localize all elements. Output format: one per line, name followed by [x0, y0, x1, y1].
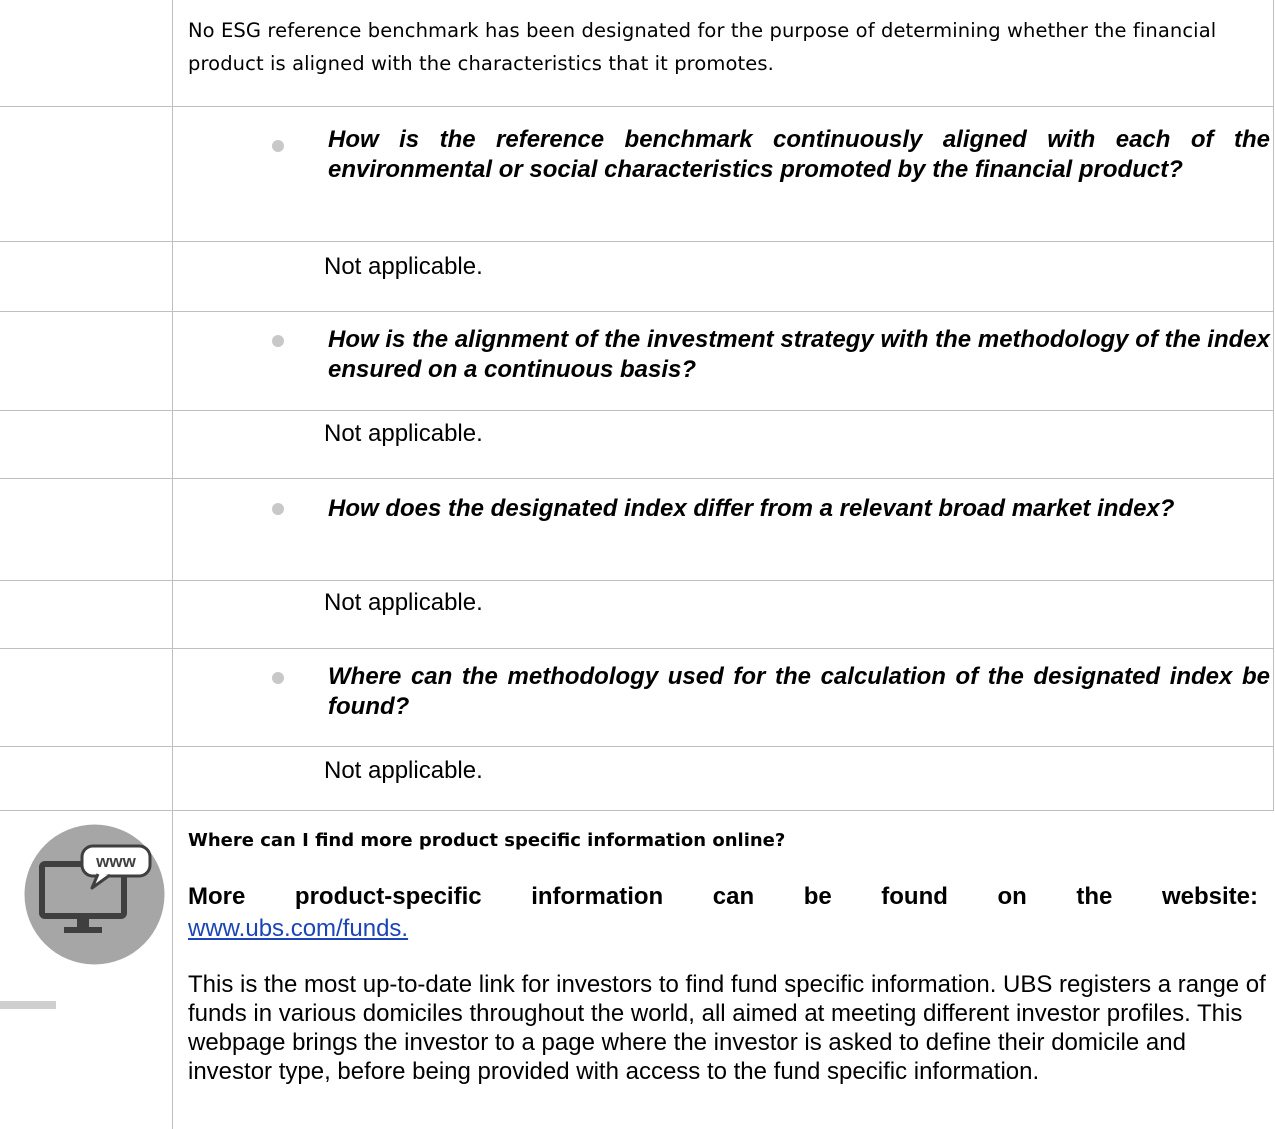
online-info-heading: Where can I find more product specific information online?	[188, 830, 786, 851]
bullet-icon	[272, 335, 284, 347]
icon-www-text: www	[96, 852, 136, 871]
row-divider	[0, 241, 1274, 242]
table-left-border	[172, 0, 173, 1129]
question-1: How is the reference benchmark continuously aligned with each of the environmental or social characteristics promoted by the financial product?	[328, 126, 1270, 183]
bullet-icon	[272, 140, 284, 152]
computer-www-icon	[22, 822, 167, 967]
row-divider	[0, 746, 1274, 747]
table-right-border	[1273, 0, 1274, 810]
bullet-icon	[272, 672, 284, 684]
answer-2: Not applicable.	[324, 420, 483, 447]
row-divider	[0, 311, 1274, 312]
row-divider	[0, 648, 1274, 649]
intro-text: No ESG reference benchmark has been designated for the purpose of determining whether the financial product is aligned with the characteristics that it promotes.	[188, 19, 1217, 75]
question-3: How does the designated index differ from a relevant broad market index?	[328, 495, 1175, 522]
row-divider	[0, 106, 1274, 107]
answer-1: Not applicable.	[324, 253, 483, 280]
row-divider	[0, 810, 1274, 811]
website-link[interactable]: www.ubs.com/funds.	[188, 915, 409, 942]
bullet-icon	[272, 503, 284, 515]
row-divider	[0, 580, 1274, 581]
row-divider	[0, 410, 1274, 411]
question-2: How is the alignment of the investment strategy with the methodology of the index ensured on a continuous basis?	[328, 326, 1270, 383]
info-paragraph: This is the most up-to-date link for investors to find fund specific information. UBS registers a range of funds in various domiciles throughout the world, all aimed at meeting different investor profiles. This webpage brings the investor to a page where the investor is asked to define their domicile and investor type, before being provided with access to the fund specific information.	[188, 971, 1266, 1085]
more-info-text: More product-specific information can be found on the website:	[188, 883, 1258, 910]
answer-3: Not applicable.	[324, 589, 483, 616]
question-4: Where can the methodology used for the calculation of the designated index be found?	[328, 663, 1270, 720]
answer-4: Not applicable.	[324, 757, 483, 784]
row-divider	[0, 478, 1274, 479]
margin-mark	[0, 1001, 56, 1009]
